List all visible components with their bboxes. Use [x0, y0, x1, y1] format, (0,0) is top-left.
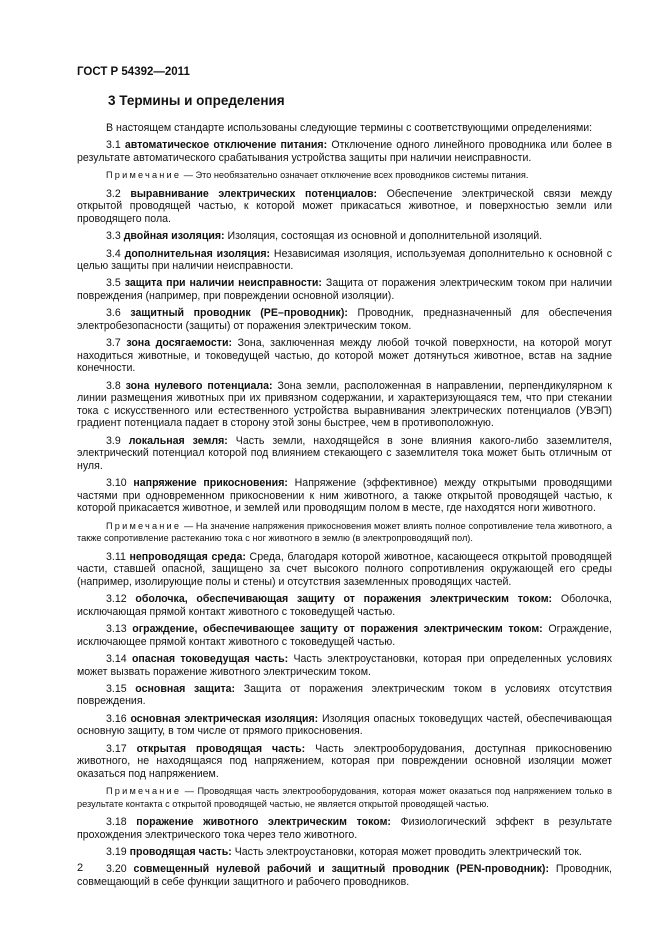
note-1: Примечание — Это необязательно означает отключение всех проводников системы питания.	[106, 170, 529, 181]
term-3-7: 3.7 зона досягаемости: Зона, заключенная между любой точкой поверхности, на которой могут находиться животные, и токоведущей частью, до которой может дотянуться животное, встав на задние конечности.	[77, 337, 612, 375]
term-3-17: 3.17 открытая проводящая часть: Часть электрооборудования, доступная прикосновению животного, не находящаяся под напряжением, которая при повреждении основной изоляции может оказаться под напряжением.	[77, 742, 612, 780]
term-3-15: 3.15 основная защита: Защита от поражения электрическим током в условиях отсутствия повреждения.	[77, 682, 612, 708]
term-3-5: 3.5 защита при наличии неисправности: Защита от поражения электрическим током при наличии повреждения (например, при повреждении основной изоляции).	[77, 277, 613, 302]
page-number: 2	[77, 862, 84, 874]
term-3-13: 3.13 ограждение, обеспечивающее защиту от поражения электрическим током: Ограждение, исключающее прямой контакт животного с токоведущей частью.	[77, 623, 612, 648]
term-3-8: 3.8 зона нулевого потенциала: Зона земли, расположенная в направлении, перпендикулярном к линии размещения животных при их привязном содержании, и характеризующаяся тем, что при стекании тока с искусственного или естественного устройства выравнивания электрических потенциалов (УВЭП) градиент потенциала падает в сторону этой зоны быстрее, чем в противоположную.	[77, 379, 612, 430]
term-3-9: 3.9 локальная земля: Часть земли, находящейся в зоне влияния какого-либо заземлителя, электрический потенциал которой под влиянием стекающего с заземлителя тока может быть отличным от нуля.	[77, 434, 612, 472]
term-3-6: 3.6 защитный проводник (PE–проводник): Проводник, предназначенный для обеспечения электробезопасности (защиты) от поражения электрическим током.	[77, 307, 612, 332]
document-header: ГОСТ Р 54392—2011	[77, 66, 190, 78]
term-3-2: 3.2 выравнивание электрических потенциалов: Обеспечение электрической связи между открытой проводящей частью, к которой может прикасаться животное, и поверхностью земли или проводящего пола.	[77, 187, 612, 225]
term-3-4: 3.4 дополнительная изоляция: Независимая изоляция, используемая дополнительно к основной с целью защиты при наличии неисправности.	[77, 247, 612, 273]
term-3-14: 3.14 опасная токоведущая часть: Часть электроустановки, которая при определенных условиях может вызвать поражение животного электрическим током.	[77, 653, 612, 678]
note-3: Примечание — Проводящая часть электрооборудования, которая может оказаться под напряжением только в результате контакта с открытой проводящей частью, не является открытой проводящей частью.	[77, 786, 612, 809]
note-2: Примечание — На значение напряжения прикосновения может влиять полное сопротивление тела животного, а также сопротивление растеканию тока с ног животного в землю (в электропроводящий пол).	[77, 520, 613, 544]
intro-paragraph: В настоящем стандарте использованы следующие термины с соответствующими определениями:	[106, 122, 593, 134]
section-title: 3 Термины и определения	[108, 93, 285, 108]
term-3-3: 3.3 двойная изоляция: Изоляция, состоящая из основной и дополнительной изоляций.	[106, 230, 543, 243]
terms-content	[77, 122, 612, 893]
term-3-19: 3.19 проводящая часть: Часть электроустановки, которая может проводить электрический ток.	[106, 846, 582, 859]
term-3-10: 3.10 напряжение прикосновения: Напряжение (эффективное) между открытыми проводящими частями при одновременном прикосновении к ним животного, а также открытой проводящей частью, к которой прикасается животное, и землей или проводящим полом в месте, где находятся ноги животного.	[77, 477, 612, 515]
term-3-11: 3.11 непроводящая среда: Среда, благодаря которой животное, касающееся открытой проводящей части, ставшей опасной, защищено за счет высокого полного сопротивления окружающей его среды (например, изолирующие полы и стены) и отсутствия заземленных проводящих частей.	[77, 550, 612, 588]
term-3-12: 3.12 оболочка, обеспечивающая защиту от поражения электрическим током: Оболочка, исключающая прямой контакт животного с токоведущей частью.	[77, 593, 612, 618]
term-3-20: 3.20 совмещенный нулевой рабочий и защитный проводник (PEN-проводник): Проводник, совмещающий в себе функции защитного и рабочего проводников.	[77, 863, 612, 889]
term-3-1: 3.1 автоматическое отключение питания: Отключение одного линейного проводника или более в результате автоматического срабатывания устройства защиты при наличии неисправности.	[77, 139, 612, 164]
term-3-18: 3.18 поражение животного электрическим током: Физиологический эффект в результате прохождения электрического тока через тело животного.	[77, 816, 613, 841]
term-3-16: 3.16 основная электрическая изоляция: Изоляция опасных токоведущих частей, обеспечивающая основную защиту, в том числе от прямого прикосновения.	[77, 712, 612, 738]
